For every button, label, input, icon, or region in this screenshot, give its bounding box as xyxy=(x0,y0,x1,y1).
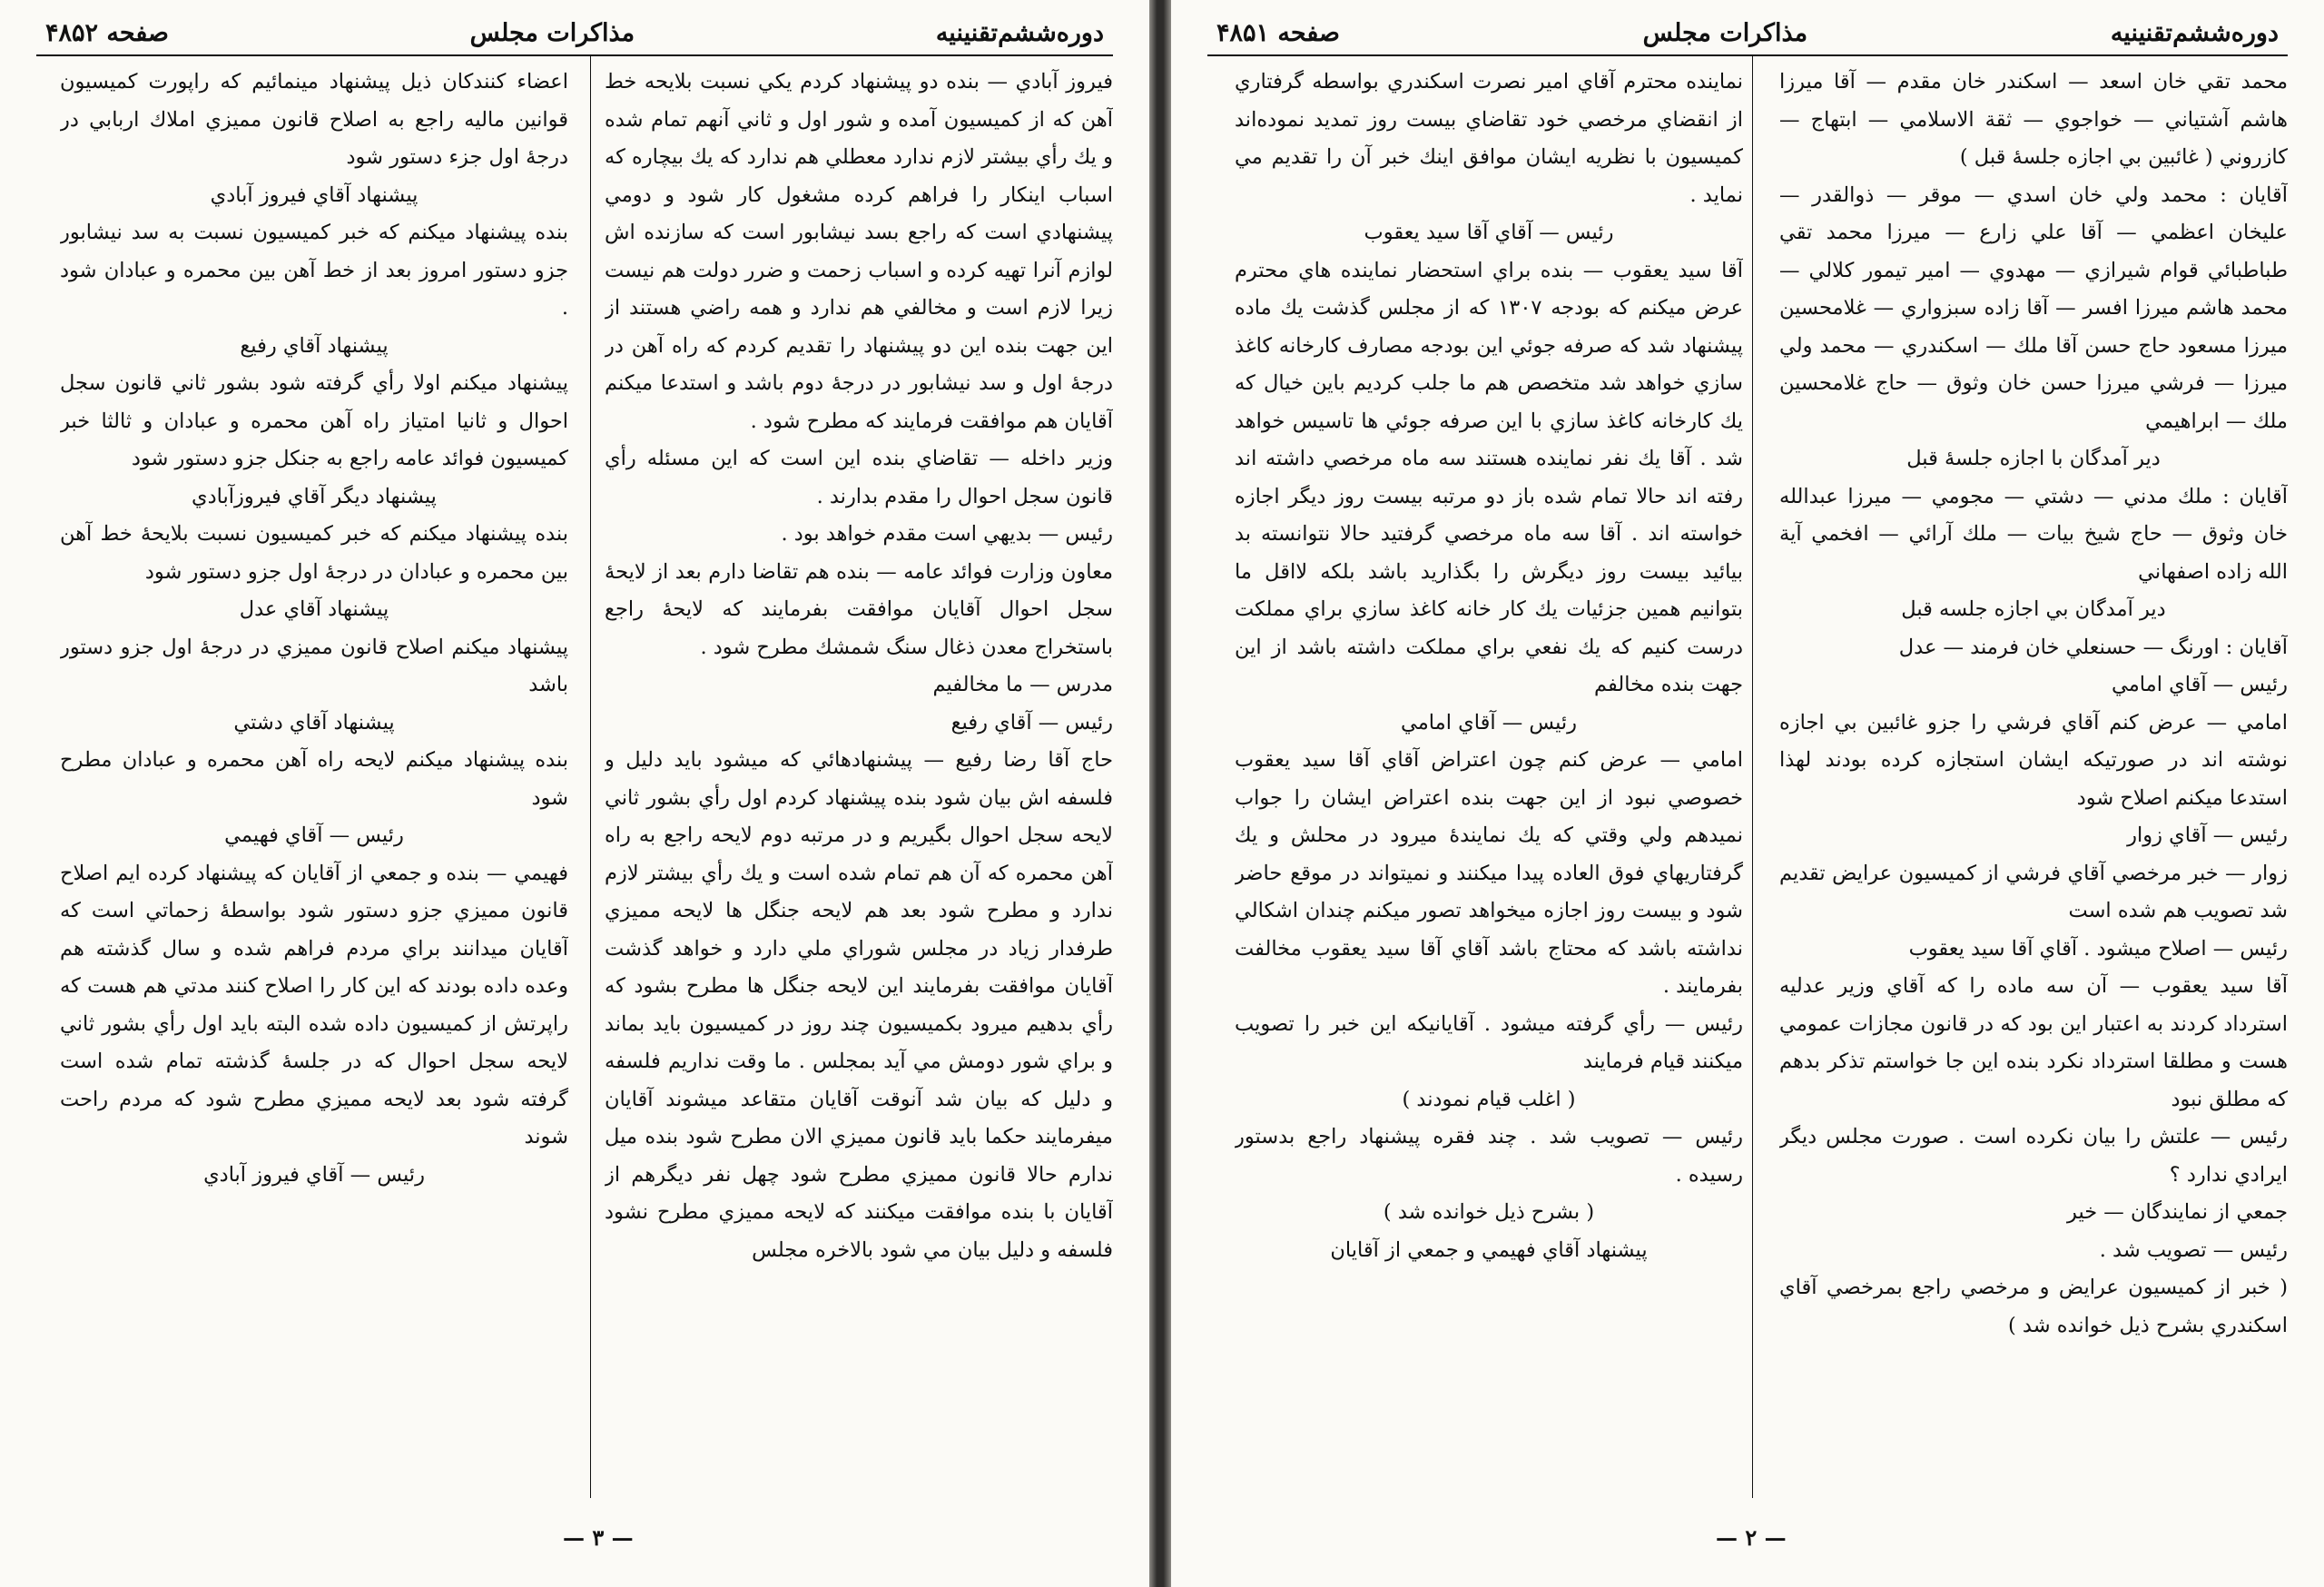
left-page-period: دوره‌ششم‌تقنینیه xyxy=(935,18,1104,47)
heading: دير آمدگان بي اجازه جلسه قبل xyxy=(1901,597,2166,621)
paragraph: آقايان : محمد ولي خان اسدي — موقر — ذوالقدر — عليخان اعظمي — آقا علي زارع — ميرزا محمد تقي طباطبائي قوام شيرازي — مهدوي — امير تيمور كلالي — محمد هاشم ميرزا افسر — آقا زاده سبزواري — غلامحسين ميرزا مسعود حاج حسن آقا ملك — اسكندري — محمد ولي ميرزا — فرشي ميرزا حسن خان وثوق — حاج غلامحسين ملك — ابراهيمي xyxy=(1779,182,2288,433)
speaker-line: رئيس — آقاي فيروز آبادي xyxy=(203,1162,425,1187)
paragraph: آقا سيد يعقوب — آن سه ماده را كه آقاي وزير عدليه استرداد كردند به اعتبار اين بود كه در قانون مجازات عمومي هست و مطلقا استرداد نكرد بنده اين جا خواستم تذكر بدهم كه مطلق نبود xyxy=(1779,974,2288,1111)
paragraph: رئيس — تصويب شد . چند فقره پيشنهاد راجع بدستور رسيده . xyxy=(1235,1125,1743,1187)
left-page-header xyxy=(45,13,1104,53)
left-page-footer: — ٣ — xyxy=(563,1524,634,1551)
paragraph: آقايان : ملك مدني — دشتي — مجومي — ميرزا عبدالله خان وثوق — حاج شيخ بيات — ملك آرائي — افخمي آية الله زاده اصفهاني xyxy=(1779,484,2288,584)
paragraph: امامي — عرض كنم چون اعتراض آقاي آقا سيد يعقوب خصوصي نبود از اين جهت بنده اعتراض ايشان را جواب نميدهم ولي وقتي كه يك نمايندهٔ ميرود در محلش و يك گرفتاريهاي فوق العاده پيدا ميكنند و نميتواند در موقع حاضر شود و بيست روز اجازه ميخواهد تصور ميكنم چندان اشكالي نداشته باشد كه محتاج باشد آقاي آقا سيد يعقوب مخالفت بفرمايند . xyxy=(1235,748,1743,998)
right-page xyxy=(1171,0,2324,1587)
left-page-column-2 xyxy=(605,64,1113,1453)
paragraph: امامي — عرض كنم آقاي فرشي را جزو غائبين بي اجازه نوشته اند در صورتيكه ايشان استجازه كرده بودند لهذا استدعا ميكنم اصلاح شود xyxy=(1779,710,2288,810)
paragraph: رئيس — تصويب شد . xyxy=(2099,1237,2288,1262)
header-rule xyxy=(1207,54,2288,56)
paragraph: بنده پيشنهاد ميكنم لايحه راه آهن محمره و عبادان مطرح شود xyxy=(60,748,568,810)
book-gutter xyxy=(1149,0,1171,1587)
paragraph: معاون وزارت فوائد عامه — بنده هم تقاضا دارم بعد از لايحهٔ سجل احوال آقايان موافقت بفرمايند كه لايحهٔ راجع باستخراج معدن ذغال سنگ شمشك مطرح شود . xyxy=(605,559,1113,659)
left-page-title: مذاكرات مجلس xyxy=(469,18,635,47)
right-page-footer: — ٢ — xyxy=(1716,1524,1787,1551)
paragraph: آقايان : اورنگ — حسنعلي خان فرمند — عدل xyxy=(1898,635,2288,659)
paragraph: فهيمي — بنده و جمعي از آقايان كه پيشنهاد كرده ايم اصلاح قانون مميزي جزو دستور شود بواسطهٔ زحماتي است كه آقايان ميدانند براي مردم فراهم شده و سال گذشته هم وعده داده بودند كه اين كار را اصلاح كنند مدتي هم هست كه راپرتش از كميسيون داده شده البته بايد اول رأي بشور ثاني لايحه سجل احوال كه در جلسهٔ گذشته تمام شده است گرفته شود بعد لايحه مميزي مطرح شود كه مردم راحت شوند xyxy=(60,861,568,1148)
paragraph: محمد تقي خان اسعد — اسكندر خان مقدم — آقا ميرزا هاشم آشتياني — خواجوي — ثقة الاسلامي — ابتهاج — كازروني ( غائبين بي اجازه جلسهٔ قبل ) xyxy=(1779,70,2288,169)
speaker-line: رئيس — آقاي امامي xyxy=(2112,673,2288,696)
paragraph: نماينده محترم آقاي امير نصرت اسكندري بواسطه گرفتاري از انقضاي مرخصي خود تقاضاي بيست روز تمديد نموده‌اند كميسيون با نظريه ايشان موافق اينك خبر آن را تقديم مي نمايد . xyxy=(1235,70,1743,207)
paragraph: رئيس — رأي گرفته ميشود . آقايانيكه اين خبر را تصويب ميكنند قيام فرمايند xyxy=(1235,1011,1743,1073)
paragraph: جمعي از نمايندگان — خير xyxy=(2067,1200,2288,1224)
heading: دير آمدگان با اجازه جلسهٔ قبل xyxy=(1906,447,2161,470)
stage-note: ( بشرح ذيل خوانده شد ) xyxy=(1383,1200,1595,1224)
heading: پيشنهاد آقاي رفيع xyxy=(240,333,389,358)
paragraph: فيروز آبادي — بنده دو پيشنهاد كردم يكي نسبت بلايحه خط آهن كه از كميسيون آمده و شور اول و ثاني آنهم تمام شده و يك رأي بيشتر لازم ندارد معطلي هم ندارد كه يك بيچاره كه اسباب اينكار را فراهم كرده مشغول كار شود و دومي پيشنهادي است كه راجع بسد نيشابور است كه سازنده اش لوازم آنرا تهيه كرده و اسباب زحمت و ضرر دولت هم نيست زيرا لازم است و مخالفي هم ندارد و همه راضي هستند از اين جهت بنده اين دو پيشنهاد را تقديم كردم كه راه آهن در درجهٔ اول و سد نيشابور در درجهٔ دوم باشد و استدعا ميكنم آقايان هم موافقت فرمايند كه مطرح شود . xyxy=(605,70,1113,433)
paragraph: رئيس — بديهي است مقدم خواهد بود . xyxy=(781,522,1113,546)
paragraph: آقا سيد يعقوب — بنده براي استحضار نماينده هاي محترم عرض ميكنم كه بودجه ۱۳۰۷ كه از مجلس گذشت يك ماده پيشنهاد شد كه صرفه جوئي اين بودجه مصارف كارخانه كاغذ سازي خواهد شد متخصص هم ما جلب كرديم باين خيال كه يك كارخانه كاغذ سازي با اين صرفه جوئي ها تاسيس خواهد شد . آقا يك نفر نماينده هستند سه ماه مرخصي داشته اند رفته اند حالا تمام شده باز دو مرتبه بيست روز ديگر اجازه خواسته اند . آقا سه ماه مرخصي گرفتيد حالا نتوانسته بد بيائيد بيست روز ديگرش را بگذاريد باشد بلكه لااقل ما بتوانيم همين جزئيات يك كار خانه كاغذ سازي براي مملكت درست كنيم كه يك نفعي براي مملكت داشته باشد از اين جهت بنده مخالفم xyxy=(1235,258,1743,696)
heading: پيشنهاد آقاي فهيمي و جمعي از آقايان xyxy=(1330,1237,1648,1262)
heading: پيشنهاد آقاي عدل xyxy=(239,597,389,621)
heading: پيشنهاد ديگر آقاي فيروزآبادي xyxy=(192,484,437,508)
paragraph: زوار — خبر مرخصي آقاي فرشي از كميسيون عرايض تقديم شد تصويب هم شده است xyxy=(1779,861,2288,922)
speaker-line: رئيس — آقاي آقا سيد يعقوب xyxy=(1364,221,1614,244)
column-divider xyxy=(1752,54,1753,1498)
speaker-line: رئيس — اصلاح ميشود . آقاي آقا سيد يعقوب xyxy=(1908,936,2288,961)
left-page xyxy=(0,0,1149,1587)
heading: پيشنهاد آقاي دشتي xyxy=(233,710,395,734)
paragraph: پيشنهاد ميكنم اصلاح قانون مميزي در درجهٔ اول جزو دستور باشد xyxy=(60,635,568,696)
paragraph: بنده پيشنهاد ميكنم كه خبر كميسيون نسبت بلايحهٔ خط آهن بين محمره و عبادان در درجهٔ اول جزو دستور شود xyxy=(60,522,568,584)
right-page-title: مذاكرات مجلس xyxy=(1642,18,1808,47)
left-page-number: صفحه ۴۸۵۲ xyxy=(45,18,169,47)
right-page-number: صفحه ۴۸۵۱ xyxy=(1216,18,1340,47)
right-page-period: دوره‌ششم‌تقنینیه xyxy=(2110,18,2279,47)
speaker-line: رئيس — آقاي فهيمي xyxy=(224,823,404,847)
paragraph: وزير داخله — تقاضاي بنده اين است كه اين مسئله رأي قانون سجل احوال را مقدم بدارند . xyxy=(605,447,1113,508)
paragraph: رئيس — علتش را بيان نكرده است . صورت مجلس ديگر ايرادي ندارد ؟ xyxy=(1779,1125,2288,1187)
header-rule xyxy=(36,54,1113,56)
paragraph: اعضاء كنندكان ذيل پيشنهاد مينمائيم كه راپورت كميسيون قوانين ماليه راجع به اصلاح قانون مميزي املاك اربابي در درجهٔ اول جزء دستور شود xyxy=(60,70,568,169)
speaker-line: رئيس — آقاي زوار xyxy=(2127,823,2288,847)
stage-note: ( اغلب قيام نمودند ) xyxy=(1402,1087,1576,1111)
right-page-column-2 xyxy=(1779,64,2288,1453)
right-page-header xyxy=(1216,13,2279,53)
column-divider xyxy=(590,54,591,1498)
right-page-column-1 xyxy=(1235,64,1743,1453)
paragraph: پيشنهاد ميكنم اولا رأي گرفته شود بشور ثاني قانون سجل احوال و ثانيا امتياز راه آهن محمره و عبادان و ثالثا خبر كميسيون فوائد عامه راجع به جنكل جزو دستور شود xyxy=(60,371,568,470)
paragraph: بنده پيشنهاد ميكنم كه خبر كميسيون نسبت به سد نيشابور جزو دستور امروز بعد از خط آهن بين محمره و عبادان شود . xyxy=(60,221,568,320)
stage-note: ( خبر از كميسيون عرايض و مرخصي راجع بمرخصي آقاي اسكندري بشرح ذيل خوانده شد ) xyxy=(1779,1276,2288,1337)
paragraph: مدرس — ما مخالفيم xyxy=(932,673,1113,696)
paragraph: حاج آقا رضا رفيع — پيشنهادهائي كه ميشود بايد دليل و فلسفه اش بيان شود بنده پيشنهاد كردم اول رأي بشور ثاني لايحه سجل احوال بگيريم و در مرتبه دوم لايحه راجع به راه آهن محمره كه آن هم تمام شده است و يك رأي بيشتر لازم ندارد و مطرح شود بعد هم لايحه جنگل ها لايحه مميزي طرفدار زياد در مجلس شوراي ملي دارد و خواهد گذشت آقايان موافقت بفرمايند اين لايحه جنگل ها مطرح بشود كه رأي بدهيم ميرود بكميسيون چند روز در كميسيون بايد بماند و براي شور دومش مي آيد بمجلس . ما وقت نداريم فلسفه و دليل كه بيان شد آنوقت آقايان متقاعد ميشوند آقايان ميفرمايند حكما بايد قانون مميزي الان مطرح شود بنده ميل ندارم حالا قانون مميزي مطرح شود چهل نفر ديگرهم از آقايان با بنده موافقت ميكنند كه لايحه مميزي مطرح نشود فلسفه و دليل بيان مي شود بالاخره مجلس xyxy=(605,748,1113,1262)
speaker-line: رئيس — آقاي امامي xyxy=(1401,710,1577,734)
paragraph: رئيس — آقاي رفيع xyxy=(950,710,1113,734)
left-page-column-1 xyxy=(60,64,568,1453)
heading: پيشنهاد آقاي فيروز آبادي xyxy=(210,182,419,207)
